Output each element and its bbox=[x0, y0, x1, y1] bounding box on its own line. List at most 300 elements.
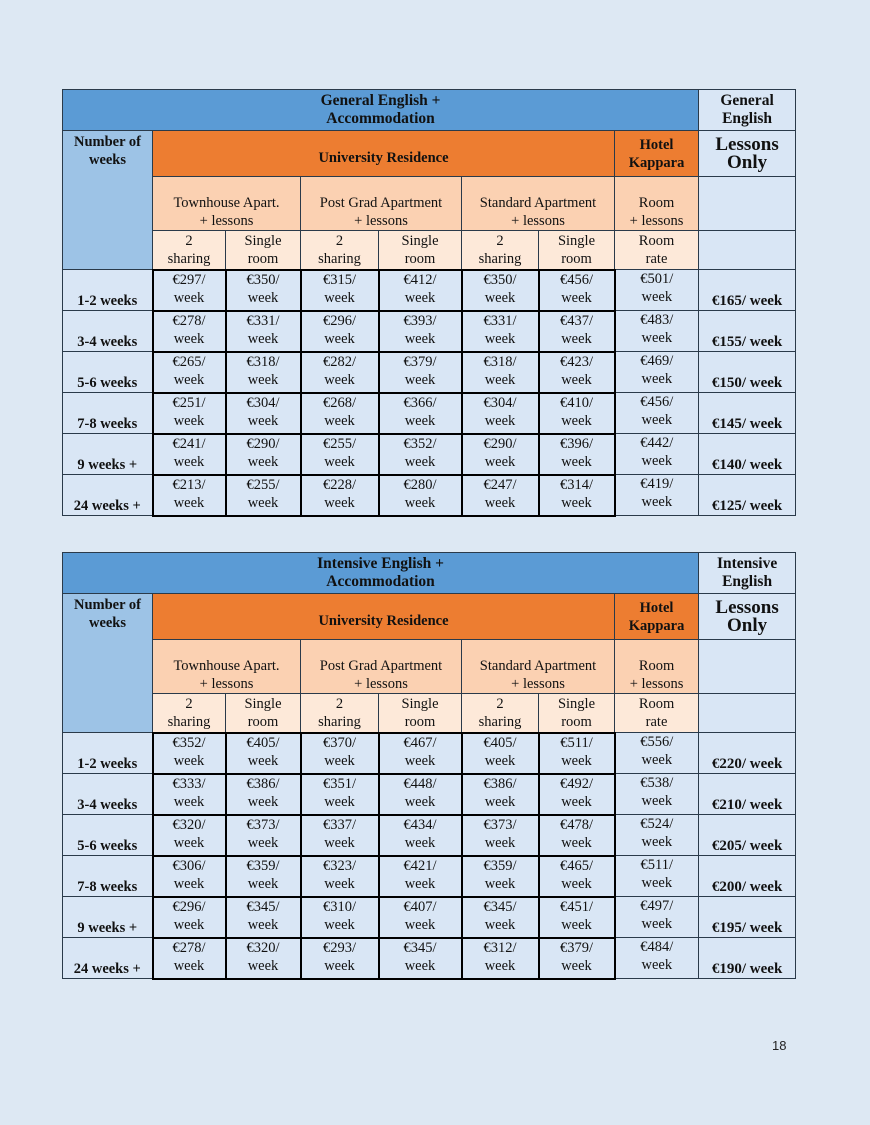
lessons-only-price: €195/ week bbox=[699, 897, 796, 938]
price-cell bbox=[379, 434, 462, 475]
text-line: Room bbox=[638, 696, 675, 712]
text-line: room bbox=[404, 713, 436, 730]
lessons-only-price: €220/ week bbox=[699, 733, 796, 774]
hotel-header bbox=[615, 594, 699, 640]
price-cell bbox=[615, 815, 699, 856]
price-value: €393/ bbox=[403, 312, 437, 329]
price-unit: week bbox=[173, 494, 205, 511]
price-unit: week bbox=[324, 752, 355, 769]
price-unit: week bbox=[173, 412, 205, 429]
price-value: €297/ bbox=[172, 271, 206, 288]
price-value: €448/ bbox=[403, 775, 437, 792]
price-cell bbox=[226, 393, 301, 434]
text-line: Intensive English + bbox=[317, 555, 444, 572]
text-line: Single bbox=[557, 232, 596, 249]
price-unit: week bbox=[641, 371, 673, 387]
price-cell bbox=[539, 311, 615, 352]
price-cell bbox=[301, 352, 379, 393]
price-cell bbox=[301, 434, 379, 475]
price-cell bbox=[462, 856, 539, 897]
price-cell bbox=[539, 774, 615, 815]
table-row bbox=[63, 938, 796, 979]
price-unit: week bbox=[561, 793, 592, 810]
price-value: €310/ bbox=[322, 898, 357, 915]
price-unit: week bbox=[404, 793, 436, 810]
lessons-only-price: €190/ week bbox=[699, 938, 796, 979]
price-cell bbox=[462, 352, 539, 393]
price-value: €351/ bbox=[322, 775, 357, 792]
price-unit: week bbox=[641, 330, 673, 346]
general-english-price-table bbox=[62, 89, 796, 517]
price-unit: week bbox=[561, 916, 592, 933]
price-unit: week bbox=[484, 371, 516, 388]
price-cell bbox=[301, 897, 379, 938]
price-value: €511/ bbox=[560, 734, 593, 751]
price-cell bbox=[379, 311, 462, 352]
university-residence-header: University Residence bbox=[153, 131, 615, 177]
lessons-only-price: €140/ week bbox=[699, 434, 796, 475]
price-value: €255/ bbox=[322, 435, 357, 452]
price-value: €228/ bbox=[322, 476, 357, 493]
text-line: Accommodation bbox=[326, 110, 435, 127]
price-value: €484/ bbox=[640, 939, 674, 955]
room-type-header bbox=[301, 231, 379, 270]
text-line: Room bbox=[638, 658, 675, 674]
price-cell bbox=[153, 311, 226, 352]
page-number: 18 bbox=[772, 1038, 787, 1053]
price-unit: week bbox=[641, 957, 673, 973]
price-value: €405/ bbox=[246, 734, 280, 751]
room-type-header bbox=[153, 231, 226, 270]
price-unit: week bbox=[247, 330, 279, 347]
table-row bbox=[63, 475, 796, 516]
price-cell bbox=[539, 938, 615, 979]
price-cell bbox=[379, 897, 462, 938]
price-value: €296/ bbox=[172, 898, 206, 915]
price-unit: week bbox=[561, 371, 592, 388]
text-line: Single bbox=[557, 695, 596, 712]
text-line: Hotel bbox=[639, 599, 674, 616]
price-cell bbox=[153, 434, 226, 475]
price-cell bbox=[301, 938, 379, 979]
table-row bbox=[63, 434, 796, 475]
price-unit: week bbox=[404, 916, 436, 933]
price-cell bbox=[301, 270, 379, 311]
price-unit: week bbox=[247, 289, 279, 306]
price-cell bbox=[153, 352, 226, 393]
room-type-header bbox=[615, 694, 699, 733]
price-value: €379/ bbox=[403, 353, 437, 370]
text-line: Kappara bbox=[628, 154, 685, 171]
weeks-label: 5-6 weeks bbox=[63, 352, 153, 393]
lessons-only-price: €155/ week bbox=[699, 311, 796, 352]
text-line: sharing bbox=[167, 713, 211, 730]
price-cell bbox=[379, 352, 462, 393]
price-value: €370/ bbox=[322, 734, 357, 751]
price-cell bbox=[462, 270, 539, 311]
text-line: Townhouse Apart. bbox=[173, 658, 280, 674]
price-cell bbox=[226, 856, 301, 897]
price-cell bbox=[462, 475, 539, 516]
price-value: €419/ bbox=[640, 476, 674, 492]
text-line: sharing bbox=[478, 250, 522, 267]
price-unit: week bbox=[324, 793, 355, 810]
price-value: €350/ bbox=[246, 271, 280, 288]
price-value: €359/ bbox=[483, 857, 517, 874]
accommodation-type-header bbox=[301, 177, 462, 231]
table-row bbox=[63, 393, 796, 434]
price-value: €434/ bbox=[403, 816, 437, 833]
price-cell bbox=[539, 393, 615, 434]
price-unit: week bbox=[484, 752, 516, 769]
price-value: €333/ bbox=[172, 775, 206, 792]
lessons-column-title bbox=[699, 553, 796, 594]
lessons-column-title bbox=[699, 90, 796, 131]
text-line: Post Grad Apartment bbox=[319, 195, 443, 211]
text-line: Townhouse Apart. bbox=[173, 195, 280, 211]
price-value: €350/ bbox=[483, 271, 517, 288]
price-value: €352/ bbox=[403, 435, 437, 452]
price-value: €386/ bbox=[246, 775, 280, 792]
text-line: + lessons bbox=[629, 676, 684, 692]
price-unit: week bbox=[247, 916, 279, 933]
price-value: €405/ bbox=[483, 734, 517, 751]
weeks-label: 24 weeks + bbox=[63, 938, 153, 979]
price-value: €407/ bbox=[403, 898, 437, 915]
price-value: €492/ bbox=[559, 775, 594, 792]
price-unit: week bbox=[324, 916, 355, 933]
price-unit: week bbox=[561, 875, 592, 892]
text-line: rate bbox=[645, 714, 668, 730]
price-unit: week bbox=[247, 412, 279, 429]
lessons-only-price: €210/ week bbox=[699, 774, 796, 815]
price-unit: week bbox=[404, 412, 436, 429]
price-cell bbox=[153, 897, 226, 938]
lessons-only-price: €145/ week bbox=[699, 393, 796, 434]
price-value: €304/ bbox=[246, 394, 280, 411]
text-line: room bbox=[247, 713, 279, 730]
price-cell bbox=[226, 897, 301, 938]
price-value: €423/ bbox=[559, 353, 594, 370]
price-value: €290/ bbox=[246, 435, 280, 452]
lessons-only-price: €165/ week bbox=[699, 270, 796, 311]
price-cell bbox=[153, 270, 226, 311]
price-unit: week bbox=[324, 957, 355, 974]
price-cell bbox=[379, 733, 462, 774]
price-value: €251/ bbox=[172, 394, 206, 411]
text-line: sharing bbox=[318, 250, 361, 267]
price-value: €323/ bbox=[322, 857, 357, 874]
price-value: €469/ bbox=[640, 353, 674, 369]
text-line: 2 bbox=[335, 695, 344, 712]
price-value: €306/ bbox=[172, 857, 206, 874]
price-unit: week bbox=[641, 834, 673, 850]
price-value: €345/ bbox=[403, 939, 437, 956]
table-row bbox=[63, 352, 796, 393]
price-cell bbox=[462, 897, 539, 938]
room-type-header bbox=[539, 694, 615, 733]
weeks-label: 1-2 weeks bbox=[63, 733, 153, 774]
accommodation-type-header bbox=[615, 640, 699, 694]
price-value: €304/ bbox=[483, 394, 517, 411]
price-cell bbox=[226, 815, 301, 856]
price-cell bbox=[301, 311, 379, 352]
price-value: €315/ bbox=[322, 271, 357, 288]
price-cell bbox=[153, 774, 226, 815]
price-value: €421/ bbox=[403, 857, 437, 874]
price-unit: week bbox=[484, 330, 516, 347]
text-line: + lessons bbox=[354, 213, 408, 229]
price-unit: week bbox=[173, 793, 205, 810]
room-type-header bbox=[153, 694, 226, 733]
price-value: €320/ bbox=[246, 939, 280, 956]
text-line: sharing bbox=[478, 713, 522, 730]
price-unit: week bbox=[247, 957, 279, 974]
price-value: €255/ bbox=[246, 476, 280, 493]
price-value: €290/ bbox=[483, 435, 517, 452]
room-type-header bbox=[615, 231, 699, 270]
text-line: Single bbox=[244, 695, 282, 712]
text-line: General English + bbox=[320, 92, 441, 109]
text-line: Only bbox=[727, 151, 768, 173]
text-line: General bbox=[720, 92, 774, 109]
price-unit: week bbox=[404, 494, 436, 511]
price-cell bbox=[301, 475, 379, 516]
price-value: €366/ bbox=[403, 394, 437, 411]
price-value: €320/ bbox=[172, 816, 206, 833]
text-line: Room bbox=[638, 195, 675, 211]
text-line: rate bbox=[645, 251, 668, 267]
room-type-header bbox=[226, 694, 301, 733]
text-line: room bbox=[247, 250, 279, 267]
price-value: €373/ bbox=[483, 816, 517, 833]
weeks-label: 7-8 weeks bbox=[63, 856, 153, 897]
price-cell bbox=[462, 774, 539, 815]
price-value: €478/ bbox=[559, 816, 594, 833]
price-cell bbox=[462, 815, 539, 856]
number-of-weeks-header bbox=[63, 131, 153, 270]
table-row bbox=[63, 774, 796, 815]
price-value: €396/ bbox=[559, 435, 594, 452]
price-cell bbox=[462, 311, 539, 352]
price-value: €410/ bbox=[559, 394, 594, 411]
price-unit: week bbox=[561, 957, 592, 974]
text-line: + lessons bbox=[511, 213, 565, 229]
price-unit: week bbox=[561, 289, 592, 306]
price-value: €293/ bbox=[322, 939, 357, 956]
blank-cell bbox=[699, 231, 796, 270]
weeks-label: 9 weeks + bbox=[63, 897, 153, 938]
text-line: 2 bbox=[496, 695, 504, 712]
price-unit: week bbox=[561, 752, 592, 769]
price-cell bbox=[301, 733, 379, 774]
price-cell bbox=[153, 856, 226, 897]
price-unit: week bbox=[404, 875, 436, 892]
price-value: €318/ bbox=[483, 353, 517, 370]
text-line: 2 bbox=[335, 232, 344, 249]
price-value: €345/ bbox=[246, 898, 280, 915]
price-cell bbox=[615, 897, 699, 938]
price-cell bbox=[379, 815, 462, 856]
price-unit: week bbox=[404, 957, 436, 974]
text-line: English bbox=[722, 573, 773, 590]
price-unit: week bbox=[641, 412, 673, 428]
price-cell bbox=[301, 393, 379, 434]
room-type-header bbox=[539, 231, 615, 270]
table-row bbox=[63, 270, 796, 311]
text-line: weeks bbox=[88, 615, 127, 631]
price-cell bbox=[301, 856, 379, 897]
accommodation-type-header bbox=[462, 177, 615, 231]
price-unit: week bbox=[484, 453, 516, 470]
price-cell bbox=[226, 733, 301, 774]
price-value: €386/ bbox=[483, 775, 517, 792]
price-cell bbox=[615, 938, 699, 979]
price-unit: week bbox=[641, 916, 673, 932]
weeks-label: 9 weeks + bbox=[63, 434, 153, 475]
accommodation-type-header bbox=[301, 640, 462, 694]
text-line: Lessons bbox=[715, 133, 779, 155]
price-cell bbox=[379, 774, 462, 815]
price-unit: week bbox=[484, 494, 516, 511]
price-cell bbox=[539, 897, 615, 938]
text-line: room bbox=[561, 713, 592, 730]
price-value: €278/ bbox=[172, 312, 206, 329]
price-value: €442/ bbox=[640, 435, 674, 451]
price-value: €296/ bbox=[322, 312, 357, 329]
price-value: €379/ bbox=[559, 939, 594, 956]
text-line: Post Grad Apartment bbox=[319, 658, 443, 674]
text-line: + lessons bbox=[199, 213, 254, 229]
lessons-only-price: €150/ week bbox=[699, 352, 796, 393]
text-line: Number of bbox=[74, 134, 141, 150]
price-cell bbox=[462, 938, 539, 979]
price-cell bbox=[615, 393, 699, 434]
price-value: €312/ bbox=[483, 939, 517, 956]
price-unit: week bbox=[484, 289, 516, 306]
price-value: €451/ bbox=[559, 898, 594, 915]
price-cell bbox=[153, 475, 226, 516]
text-line: sharing bbox=[318, 713, 361, 730]
price-unit: week bbox=[484, 793, 516, 810]
text-line: English bbox=[722, 110, 773, 127]
price-unit: week bbox=[173, 916, 205, 933]
lessons-only-price: €125/ week bbox=[699, 475, 796, 516]
price-cell bbox=[615, 733, 699, 774]
price-cell bbox=[226, 311, 301, 352]
price-value: €483/ bbox=[640, 312, 674, 328]
text-line: room bbox=[404, 250, 436, 267]
room-type-header bbox=[301, 694, 379, 733]
price-cell bbox=[615, 475, 699, 516]
price-unit: week bbox=[173, 957, 205, 974]
price-unit: week bbox=[324, 371, 355, 388]
price-unit: week bbox=[404, 330, 436, 347]
price-unit: week bbox=[484, 916, 516, 933]
table-title bbox=[63, 90, 699, 131]
text-line: 2 bbox=[185, 232, 193, 249]
price-value: €556/ bbox=[640, 734, 674, 750]
price-unit: week bbox=[404, 453, 436, 470]
price-unit: week bbox=[641, 494, 673, 510]
price-unit: week bbox=[247, 494, 279, 511]
text-line: room bbox=[561, 250, 592, 267]
price-unit: week bbox=[561, 834, 592, 851]
price-unit: week bbox=[324, 412, 355, 429]
text-line: Standard Apartment bbox=[479, 195, 597, 211]
price-cell bbox=[379, 938, 462, 979]
text-line: + lessons bbox=[199, 676, 254, 692]
text-line: Accommodation bbox=[326, 573, 435, 590]
text-line: weeks bbox=[88, 152, 127, 168]
price-cell bbox=[226, 434, 301, 475]
price-value: €268/ bbox=[322, 394, 357, 411]
price-unit: week bbox=[641, 875, 673, 891]
price-unit: week bbox=[641, 453, 673, 469]
price-value: €331/ bbox=[483, 312, 517, 329]
price-cell bbox=[539, 856, 615, 897]
price-cell bbox=[539, 352, 615, 393]
text-line: Intensive bbox=[716, 555, 778, 572]
price-value: €345/ bbox=[483, 898, 517, 915]
price-cell bbox=[301, 774, 379, 815]
text-line: + lessons bbox=[629, 213, 684, 229]
intensive-english-price-table bbox=[62, 552, 796, 980]
weeks-label: 7-8 weeks bbox=[63, 393, 153, 434]
price-value: €352/ bbox=[172, 734, 206, 751]
table-row bbox=[63, 733, 796, 774]
price-value: €524/ bbox=[640, 816, 674, 832]
price-cell bbox=[539, 815, 615, 856]
price-unit: week bbox=[641, 752, 673, 768]
price-value: €497/ bbox=[640, 898, 674, 914]
accommodation-type-header bbox=[153, 640, 301, 694]
blank-cell bbox=[699, 694, 796, 733]
price-value: €278/ bbox=[172, 939, 206, 956]
text-line: Lessons bbox=[715, 596, 779, 618]
price-value: €318/ bbox=[246, 353, 280, 370]
price-cell bbox=[153, 938, 226, 979]
price-cell bbox=[379, 270, 462, 311]
university-residence-header: University Residence bbox=[153, 594, 615, 640]
price-cell bbox=[462, 434, 539, 475]
room-type-header bbox=[462, 231, 539, 270]
room-type-header bbox=[379, 694, 462, 733]
price-cell bbox=[226, 774, 301, 815]
weeks-label: 1-2 weeks bbox=[63, 270, 153, 311]
price-unit: week bbox=[484, 412, 516, 429]
price-cell bbox=[153, 733, 226, 774]
price-unit: week bbox=[324, 875, 355, 892]
room-type-header bbox=[226, 231, 301, 270]
price-unit: week bbox=[484, 957, 516, 974]
blank-cell bbox=[699, 177, 796, 231]
table-row bbox=[63, 897, 796, 938]
table-row bbox=[63, 815, 796, 856]
price-unit: week bbox=[173, 834, 205, 851]
weeks-label: 5-6 weeks bbox=[63, 815, 153, 856]
price-unit: week bbox=[173, 875, 205, 892]
price-unit: week bbox=[561, 330, 592, 347]
table-title bbox=[63, 553, 699, 594]
price-cell bbox=[379, 856, 462, 897]
price-unit: week bbox=[247, 793, 279, 810]
price-cell bbox=[615, 774, 699, 815]
price-cell bbox=[226, 938, 301, 979]
text-line: Standard Apartment bbox=[479, 658, 597, 674]
price-value: €241/ bbox=[172, 435, 206, 452]
price-cell bbox=[379, 475, 462, 516]
